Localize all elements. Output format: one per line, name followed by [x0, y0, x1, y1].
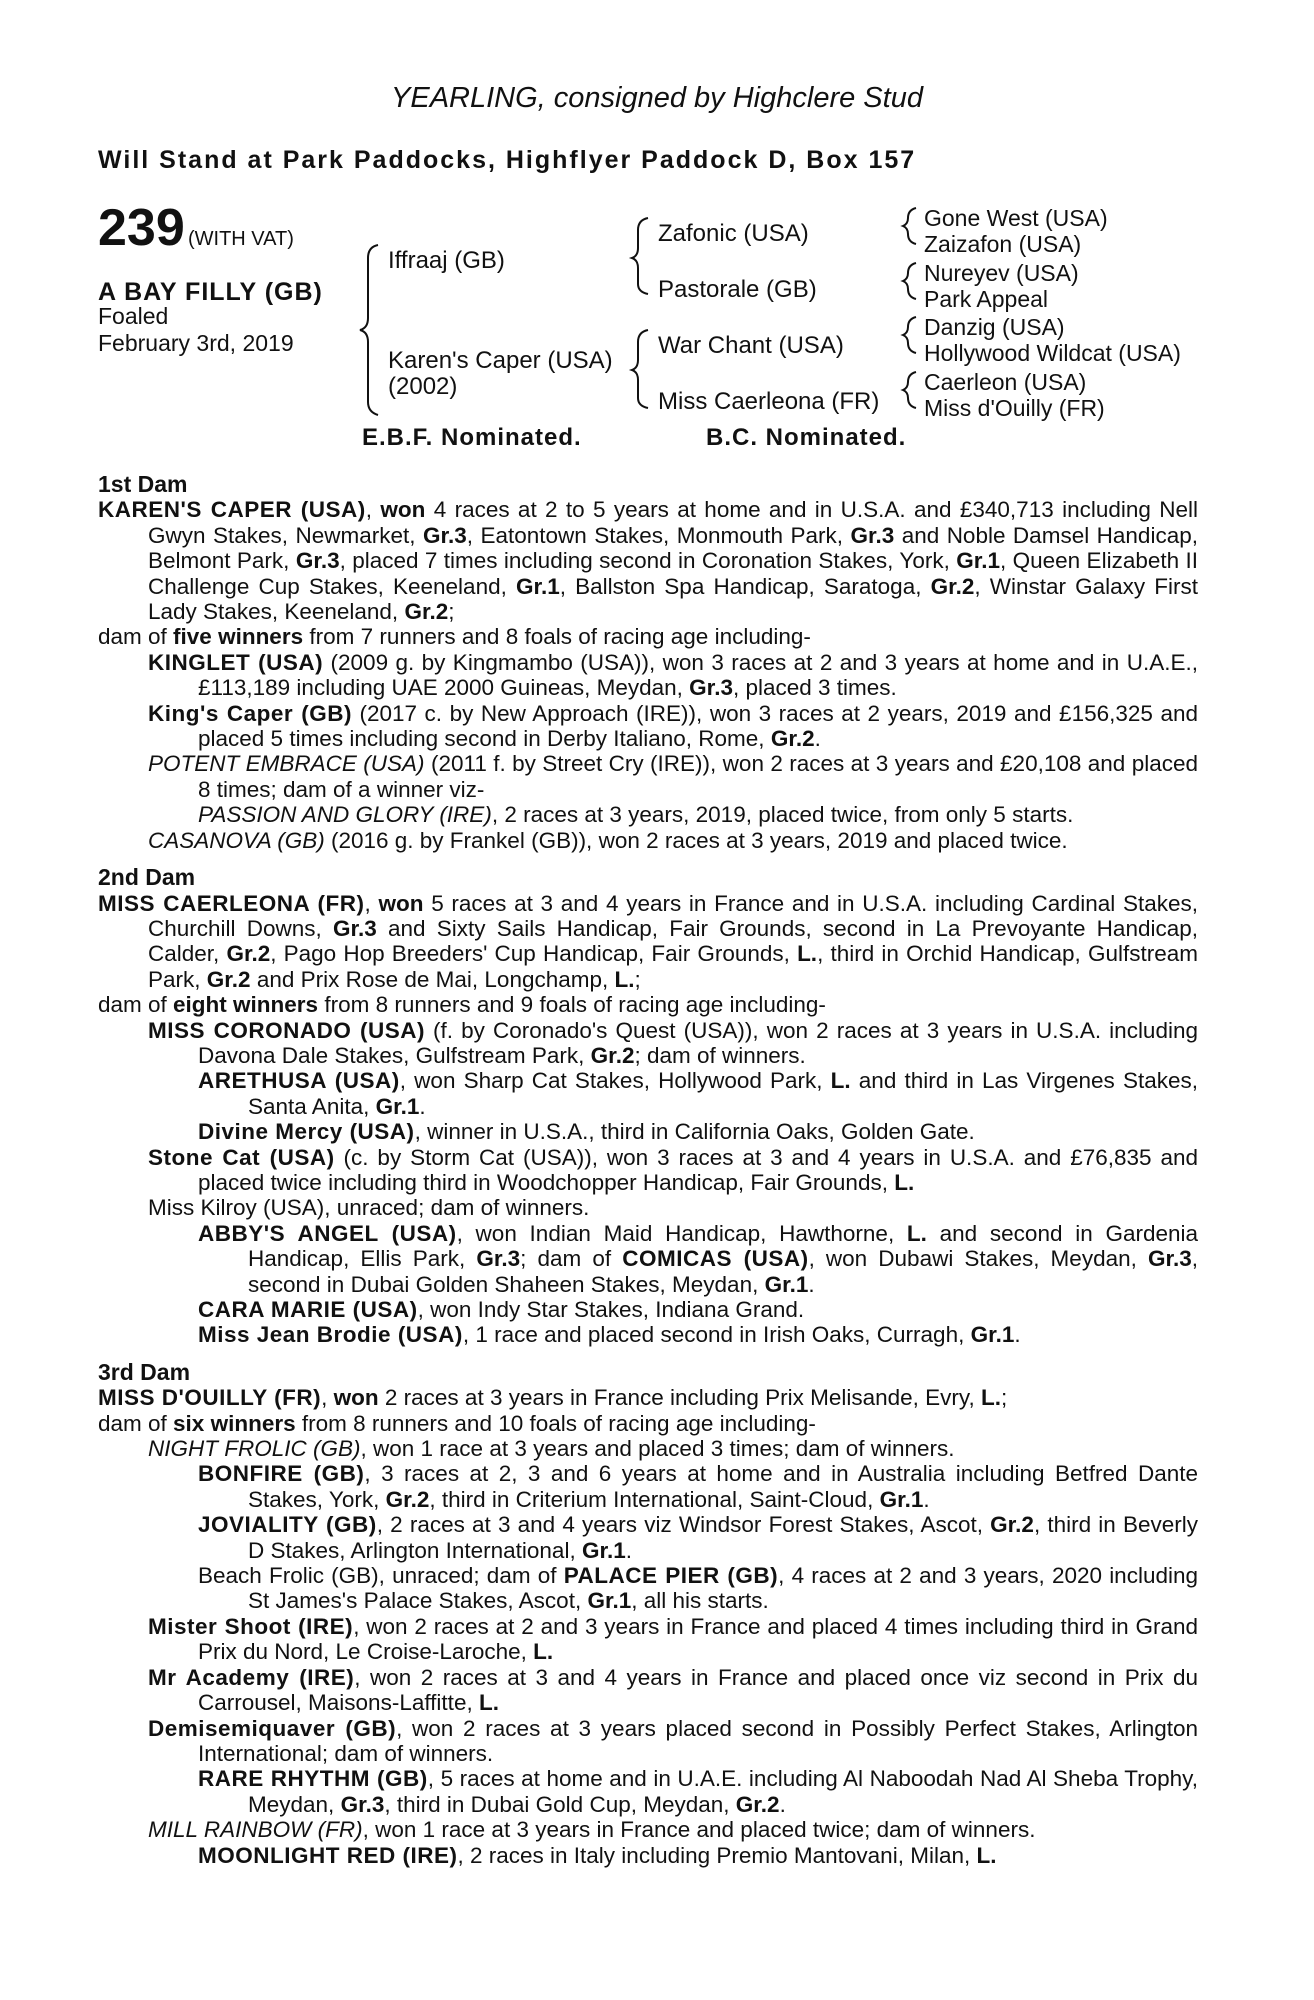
list-item: Stone Cat (USA) (c. by Storm Cat (USA)), won 3 races at 3 and 4 years in U.S.A. and £76,835 and placed twice including third in Woodchopper Handicap, Fair Grounds, L.	[148, 1144, 1198, 1195]
list-item: CARA MARIE (USA), won Indy Star Stakes, Indiana Grand.	[198, 1297, 805, 1322]
list-item: BONFIRE (GB), 3 races at 2, 3 and 6 years at home and in Australia including Betfred Dante Stakes, York, Gr.2, third in Criterium International, Saint-Cloud, Gr.1.	[198, 1461, 1198, 1512]
pedigree-braces	[0, 0, 1314, 460]
list-item: MOONLIGHT RED (IRE), 2 races in Italy including Premio Mantovani, Milan, L.	[198, 1842, 997, 1868]
gen3-1: Gone West (USA)	[924, 205, 1108, 231]
lot-number: 239	[98, 199, 185, 257]
list-item: Miss Kilroy (USA), unraced; dam of winners.	[148, 1195, 590, 1221]
list-item: RARE RHYTHM (GB), 5 races at home and in U.A.E. including Al Naboodah Nad Al Sheba Trophy, Meydan, Gr.3, third in Dubai Gold Cup, Meydan, Gr.2.	[198, 1766, 1199, 1817]
list-item: ABBY'S ANGEL (USA), won Indian Maid Handicap, Hawthorne, L. and second in Gardenia Handicap, Ellis Park, Gr.3; dam of COMICAS (USA), won Dubawi Stakes, Meydan, Gr.3, second in Dubai Golden Shaheen Stakes, Meydan, Gr.1.	[198, 1220, 1198, 1297]
dam-dam: Miss Caerleona (FR)	[658, 388, 880, 415]
stand-location: Will Stand at Park Paddocks, Highflyer Paddock D, Box 157	[98, 146, 917, 174]
gen3-8: Miss d'Ouilly (FR)	[924, 395, 1105, 421]
list-item: PASSION AND GLORY (IRE), 2 races at 3 years, 2019, placed twice, from only 5 starts.	[198, 802, 1074, 828]
sire-sire: Zafonic (USA)	[658, 220, 809, 247]
dam-year: (2002)	[388, 373, 458, 400]
bc-nominated: B.C. Nominated.	[706, 424, 907, 451]
list-item: Divine Mercy (USA), winner in U.S.A., third in California Oaks, Golden Gate.	[198, 1119, 975, 1145]
section-heading-3rd-dam: 3rd Dam	[98, 1358, 191, 1385]
lot-name: A BAY FILLY (GB)	[98, 278, 323, 306]
sire: Iffraaj (GB)	[388, 247, 505, 274]
section-heading-2nd-dam: 2nd Dam	[98, 864, 196, 891]
catalogue-body	[98, 472, 1198, 1868]
list-item: MILL RAINBOW (FR), won 1 race at 3 years in France and placed twice; dam of winners.	[148, 1817, 1036, 1843]
gen3-5: Danzig (USA)	[924, 314, 1065, 340]
list-item: MISS CORONADO (USA) (f. by Coronado's Quest (USA)), won 2 races at 3 years in U.S.A. including Davona Dale Stakes, Gulfstream Park, Gr.2; dam of winners.	[148, 1017, 1198, 1068]
list-item: NIGHT FROLIC (GB), won 1 race at 3 years and placed 3 times; dam of winners.	[148, 1436, 955, 1462]
list-item: POTENT EMBRACE (USA) (2011 f. by Street Cry (IRE)), won 2 races at 3 years and £20,108 and placed 8 times; dam of a winner viz-	[148, 751, 1198, 802]
sire-dam: Pastorale (GB)	[658, 276, 817, 303]
foaled-date: February 3rd, 2019	[98, 330, 294, 356]
list-item: JOVIALITY (GB), 2 races at 3 and 4 years viz Windsor Forest Stakes, Ascot, Gr.2, third in Beverly D Stakes, Arlington International, Gr.1.	[198, 1512, 1198, 1563]
list-item: CASANOVA (GB) (2016 g. by Frankel (GB)), won 2 races at 3 years, 2019 and placed twice.	[148, 827, 1068, 853]
dam3-summary: MISS D'OUILLY (FR), won 2 races at 3 years in France including Prix Melisande, Evry, L.;	[98, 1385, 1008, 1411]
gen3-2: Zaizafon (USA)	[924, 231, 1082, 257]
dam: Karen's Caper (USA)	[388, 347, 613, 374]
dam-sire: War Chant (USA)	[658, 332, 844, 359]
list-item: ARETHUSA (USA), won Sharp Cat Stakes, Hollywood Park, L. and third in Las Virgenes Stakes, Santa Anita, Gr.1.	[198, 1068, 1198, 1119]
list-item: Mister Shoot (IRE), won 2 races at 2 and 3 years in France and placed 4 times including third in Grand Prix du Nord, Le Croise-Laroche, L.	[148, 1613, 1199, 1665]
list-item: King's Caper (GB) (2017 c. by New Approach (IRE)), won 3 races at 2 years, 2019 and £156,325 and placed 5 times including second in Derby Italiano, Rome, Gr.2.	[148, 700, 1198, 752]
section-heading-1st-dam: 1st Dam	[98, 471, 188, 497]
gen3-6: Hollywood Wildcat (USA)	[924, 340, 1181, 366]
dam1-summary: KAREN'S CAPER (USA), won 4 races at 2 to 5 years at home and in U.S.A. and £340,713 including Nell Gwyn Stakes, Newmarket, Gr.3, Eatontown Stakes, Monmouth Park, Gr.3 and Noble Damsel Handicap, Belmont Park, Gr.3, placed 7 times including second in Coronation Stakes, York, Gr.1, Queen Elizabeth II Challenge Cup Stakes, Keeneland, Gr.1, Ballston Spa Handicap, Saratoga, Gr.2, Winstar Galaxy First Lady Stakes, Keeneland, Gr.2;	[98, 497, 1199, 625]
foaled-label: Foaled	[98, 303, 169, 329]
list-item: Mr Academy (IRE), won 2 races at 3 and 4 years in France and placed once viz second in Prix du Carrousel, Maisons-Laffitte, L.	[148, 1664, 1198, 1716]
list-item: Beach Frolic (GB), unraced; dam of PALACE PIER (GB), 4 races at 2 and 3 years, 2020 including St James's Palace Stakes, Ascot, Gr.1, all his starts.	[198, 1563, 1199, 1614]
consignment-subtitle: YEARLING, consigned by Highclere Stud	[391, 82, 923, 114]
gen3-7: Caerleon (USA)	[924, 369, 1087, 395]
dam1-produce: dam of five winners from 7 runners and 8 foals of racing age including-	[98, 624, 811, 650]
ebf-nominated: E.B.F. Nominated.	[362, 424, 582, 451]
dam2-produce: dam of eight winners from 8 runners and 9 foals of racing age including-	[98, 992, 826, 1018]
gen3-3: Nureyev (USA)	[924, 260, 1079, 286]
list-item: Miss Jean Brodie (USA), 1 race and placed second in Irish Oaks, Curragh, Gr.1.	[198, 1322, 1021, 1348]
list-item: KINGLET (USA) (2009 g. by Kingmambo (USA)), won 3 races at 2 and 3 years at home and in U.A.E., £113,189 including UAE 2000 Guineas, Meydan, Gr.3, placed 3 times.	[148, 649, 1198, 701]
list-item: Demisemiquaver (GB), won 2 races at 3 years placed second in Possibly Perfect Stakes, Arlington International; dam of winners.	[148, 1715, 1198, 1766]
dam3-produce: dam of six winners from 8 runners and 10 foals of racing age including-	[98, 1410, 816, 1436]
gen3-4: Park Appeal	[924, 286, 1049, 312]
dam2-summary: MISS CAERLEONA (FR), won 5 races at 3 and 4 years in France and in U.S.A. including Cardinal Stakes, Churchill Downs, Gr.3 and Sixty Sails Handicap, Fair Grounds, second in La Prevoyante Handicap, Calder, Gr.2, Pago Hop Breeders' Cup Handicap, Fair Grounds, L., third in Orchid Handicap, Gulfstream Park, Gr.2 and Prix Rose de Mai, Longchamp, L.;	[98, 890, 1198, 992]
vat-note: (WITH VAT)	[188, 228, 294, 250]
